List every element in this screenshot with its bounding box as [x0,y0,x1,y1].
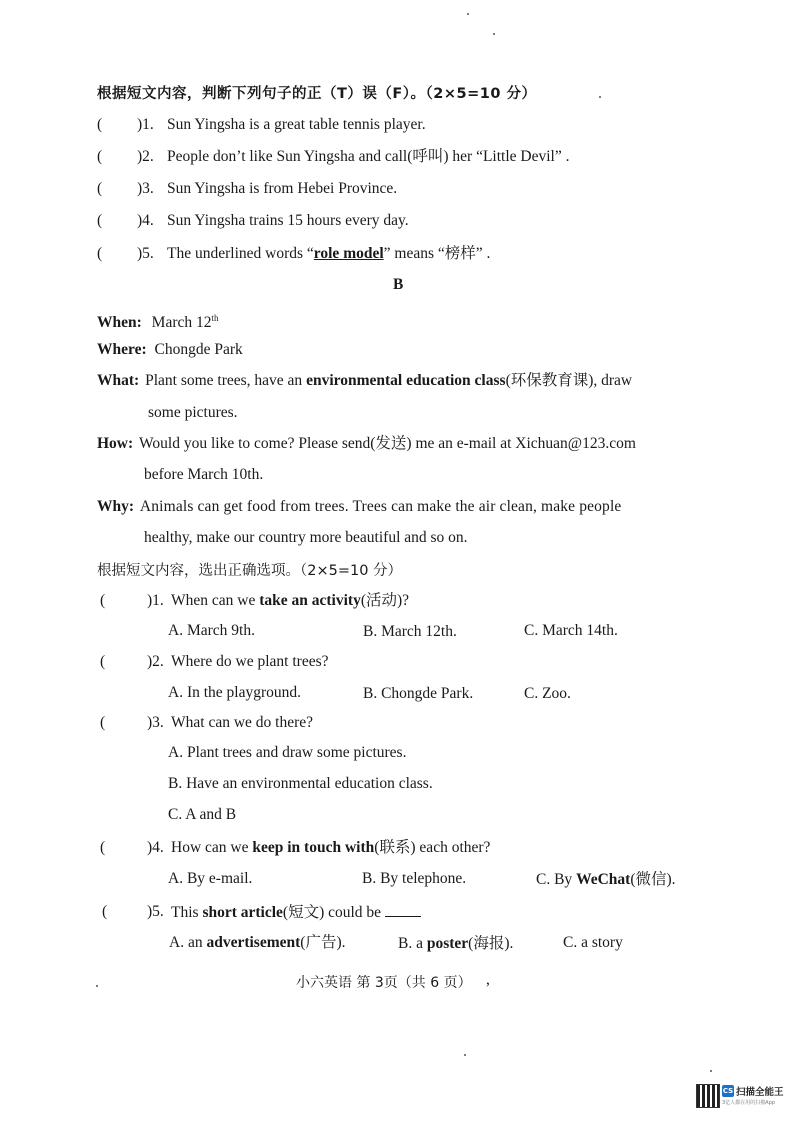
question-text: How can we keep in touch with(联系) each other? [171,839,491,856]
question-text: Where do we plant trees? [171,653,329,670]
scan-speck [710,1070,712,1072]
how-value: Would you like to come? Please send(发送) me an e-mail at Xichuan@123.com [139,435,636,452]
question-number: )2. [137,148,154,165]
what-label: What: [97,372,140,389]
camscanner-logo-icon: CS [722,1087,734,1095]
option-c[interactable]: C. a story [563,934,623,951]
question-number: )4. [137,212,154,229]
scan-speck [464,1054,466,1056]
where-label: Where: [97,341,147,358]
option-c[interactable]: C. By WeChat(微信). [536,871,676,888]
scan-speck [599,96,601,98]
when-value: March 12 [151,314,212,332]
when-sup: th [211,313,219,323]
question-text: Sun Yingsha trains 15 hours every day. [167,212,409,229]
answer-paren[interactable]: ( [97,212,103,229]
question-number: )5. [147,903,164,920]
scan-speck [493,33,495,35]
question-text: When can we take an activity(活动)? [171,592,410,609]
watermark-name: 扫描全能王 [736,1087,784,1098]
option-a[interactable]: A. In the playground. [168,684,302,701]
question-text: What can we do there? [171,714,314,731]
question-number: )5. [137,245,154,262]
option-c[interactable]: C. March 14th. [524,622,618,639]
when-label: When: [97,314,142,332]
option-b[interactable]: B. Chongde Park. [363,685,474,702]
why-value: Animals can get food from trees. Trees can make the air clean, make people [139,498,622,515]
how-row-2: before March 10th. [144,466,264,483]
option-c[interactable]: C. Zoo. [524,685,571,702]
answer-blank[interactable] [385,902,421,917]
qr-code-icon [696,1084,720,1108]
option-b[interactable]: B. March 12th. [363,623,457,640]
question-number: )1. [137,116,154,133]
where-row [97,340,243,360]
underlined-words: role model [313,245,384,262]
answer-paren[interactable]: ( [100,839,106,856]
answer-paren[interactable]: ( [100,592,106,609]
why-row-2: healthy, make our country more beautiful and so on. [144,529,468,546]
answer-paren[interactable]: ( [102,903,108,920]
question-number: )3. [147,714,164,731]
what-row-2: some pictures. [148,404,238,421]
why-label: Why: [97,498,135,515]
answer-paren[interactable]: ( [97,148,103,165]
question-number: )2. [147,653,164,670]
how-row [97,434,636,454]
option-a[interactable]: A. March 9th. [168,622,255,639]
why-row [97,497,621,517]
where-value: Chongde Park [154,341,243,358]
option-b[interactable]: B. Have an environmental education class. [168,775,433,792]
option-a[interactable]: A. Plant trees and draw some pictures. [168,744,407,761]
what-bold: environmental education class [306,372,506,389]
section1-instruction: 根据短文内容，判断下列句子的正（T）误（F）。（2×5=10 分） [97,86,537,102]
option-b[interactable]: B. By telephone. [362,870,467,887]
option-a[interactable]: A. an advertisement(广告). [169,934,346,951]
option-c[interactable]: C. A and B [168,806,237,823]
question-number: )3. [137,180,154,197]
page-footer: 小六英语 第 3页（共 6 页） [296,975,472,991]
passage-heading: B [393,276,404,293]
question-text: Sun Yingsha is a great table tennis player. [167,116,426,133]
answer-paren[interactable]: ( [97,245,103,262]
answer-paren[interactable]: ( [97,116,103,133]
section2-instruction: 根据短文内容，选出正确选项。（2×5=10 分） [97,563,403,579]
answer-paren[interactable]: ( [100,714,106,731]
when-row [97,308,219,333]
question-number: )1. [147,592,164,609]
question-text: This short article(短文) could be [171,902,421,923]
question-text: People don’t like Sun Yingsha and call(呼叫) her “Little Devil” . [167,148,570,165]
scan-speck [96,985,98,987]
question-number: )4. [147,839,164,856]
what-row: What: Plant some trees, have an environmental education class(环保教育课), draw [97,372,633,389]
how-label: How: [97,435,134,452]
question-text: Sun Yingsha is from Hebei Province. [167,180,398,197]
answer-paren[interactable]: ( [97,180,103,197]
question-text: The underlined words “role model” means “榜样” . [167,245,491,262]
answer-paren[interactable]: ( [100,653,106,670]
option-b[interactable]: B. a poster(海报). [398,935,514,952]
option-a[interactable]: A. By e-mail. [168,870,253,887]
watermark-sub: 3亿人都在用的扫描App [722,1100,775,1106]
scan-speck [467,13,469,15]
footer-mark: , [486,971,490,988]
